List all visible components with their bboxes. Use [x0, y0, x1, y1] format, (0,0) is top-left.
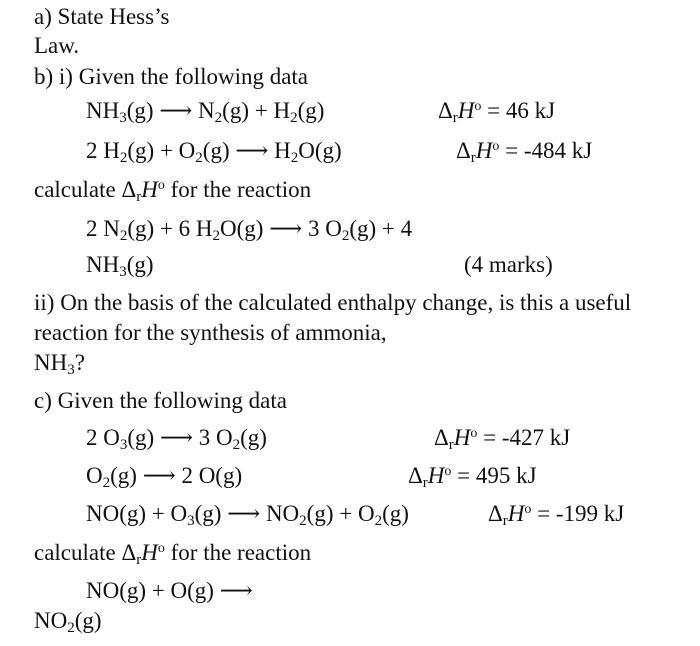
reaction-arrow: ⟶ [159, 425, 193, 450]
question-b-ii-line2: reaction for the synthesis of ammonia, [34, 320, 387, 345]
question-b-calculate: calculate $\Delta_rH^o$ for the reaction [34, 177, 312, 205]
target-reaction-b-line1: 2 $N_2(g) + 6$ $H_2O(g)$ ⟶ 3 $O_2(g) + 4$ [86, 216, 413, 244]
enthalpy-c1: $\Delta_rH^o = -427$ kJ [434, 425, 571, 453]
target-reaction-b-line2: $NH_3(g)$ [86, 252, 154, 280]
equation-c2: $O_2(g)$ ⟶ 2 O(g) [86, 463, 243, 491]
question-b-ii-line3: $NH_3$? [34, 350, 85, 378]
marks-label: (4 marks) [464, 252, 553, 277]
reaction-arrow: ⟶ [235, 138, 269, 163]
enthalpy-b1: $\Delta_rH^o = 46$ kJ [438, 98, 556, 126]
reaction-arrow: ⟶ [219, 578, 253, 603]
question-b-ii-line1: ii) On the basis of the calculated enthalpy change, is this a useful [34, 290, 632, 315]
enthalpy-c3: $\Delta_rH^o = -199$ kJ [488, 501, 625, 529]
reaction-arrow: ⟶ [269, 216, 303, 241]
target-reaction-c-line1: NO(g) + O(g) ⟶ [86, 578, 253, 603]
question-a-line1: a) State Hess’s [34, 4, 170, 29]
reaction-arrow: ⟶ [227, 501, 261, 526]
enthalpy-c2: $\Delta_rH^o = 495$ kJ [408, 463, 537, 491]
question-c-intro: c) Given the following data [34, 388, 287, 413]
reaction-arrow: ⟶ [142, 463, 176, 488]
question-c-calculate: calculate $\Delta_rH^o$ for the reaction [34, 540, 312, 568]
target-reaction-c-line2: $NO_2(g)$ [34, 608, 102, 636]
question-b-intro: b) i) Given the following data [34, 64, 309, 89]
equation-b1: $NH_3(g)$ ⟶ $N_2(g) + H_2(g)$ [86, 98, 325, 126]
equation-c1: 2 $O_3(g)$ ⟶ 3 $O_2(g)$ [86, 425, 267, 453]
reaction-arrow: ⟶ [159, 98, 193, 123]
question-a-line2: Law. [34, 33, 80, 58]
equation-c3: $NO(g) + O_3(g)$ ⟶ $NO_2(g) + O_2(g)$ [86, 501, 409, 529]
enthalpy-b2: $\Delta_rH^o = -484$ kJ [456, 138, 593, 166]
equation-b2: 2 $H_2(g) + O_2(g)$ ⟶ $H_2O(g)$ [86, 138, 342, 166]
